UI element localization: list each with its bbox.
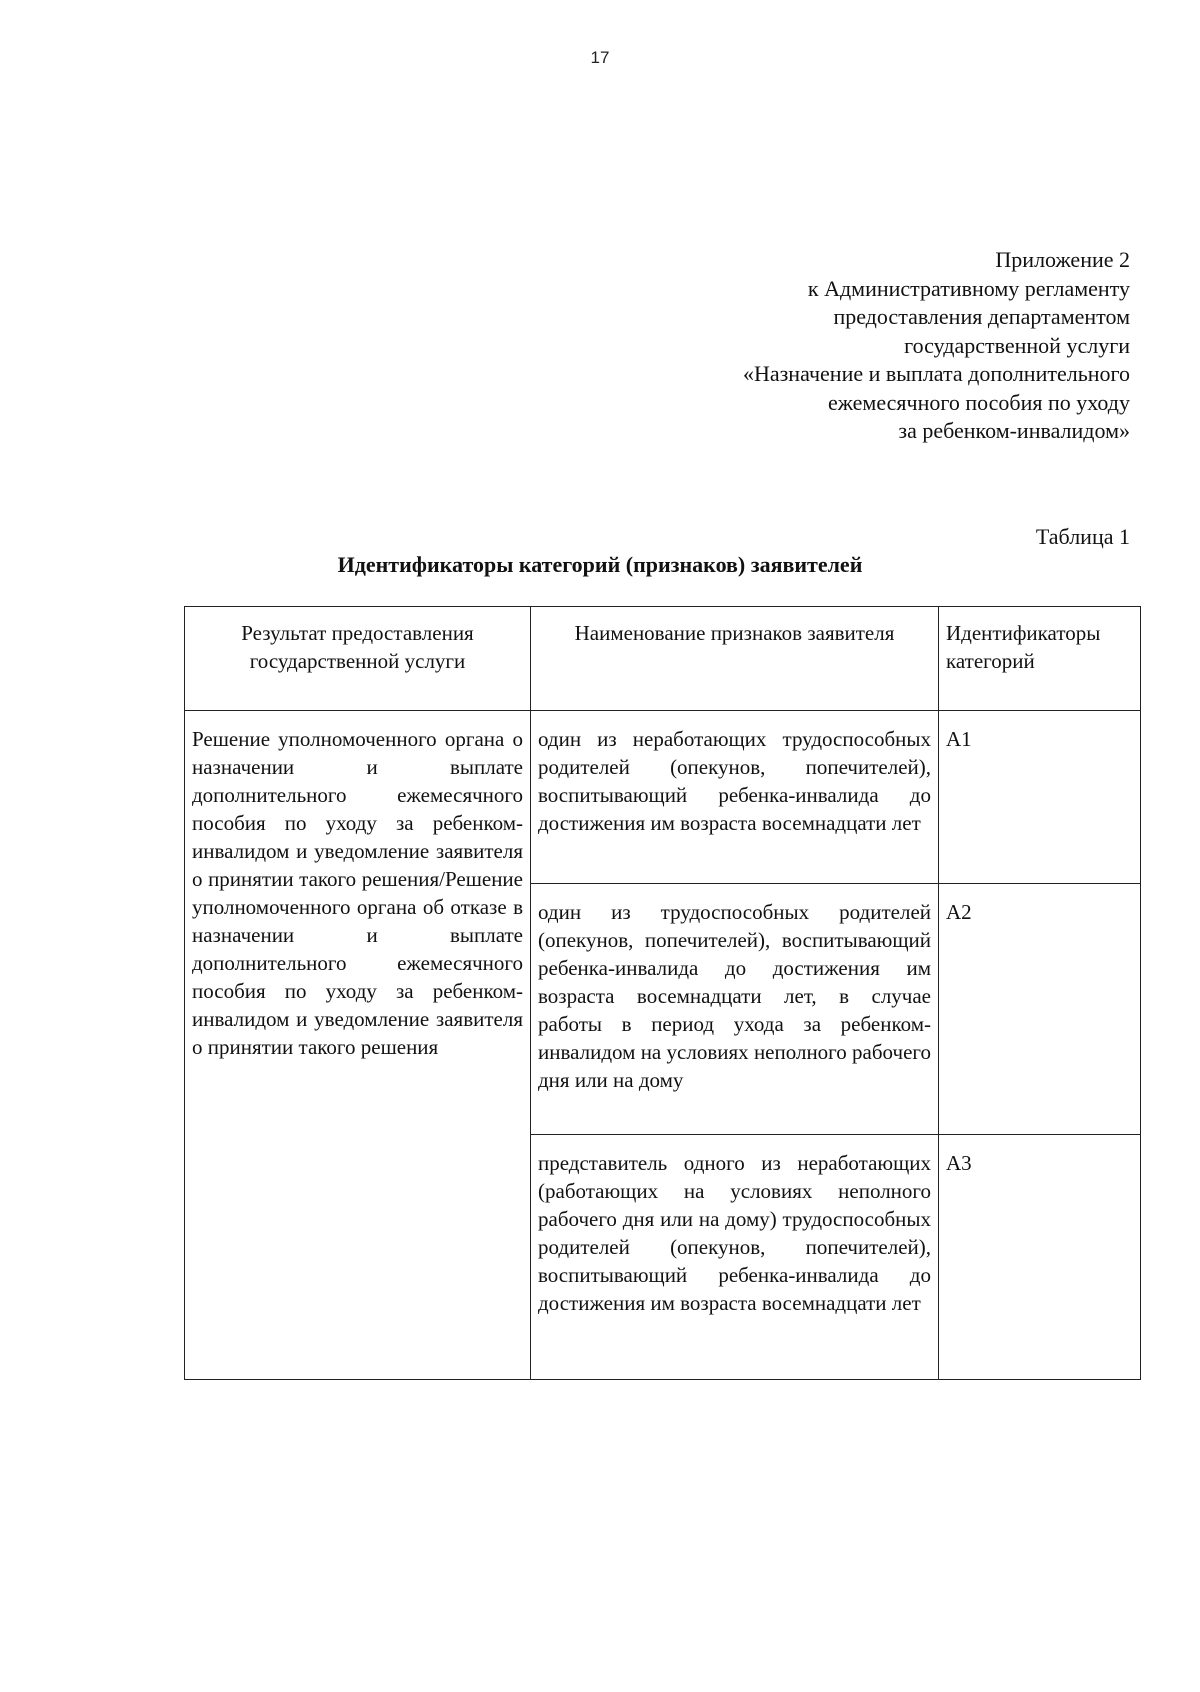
appendix-line: государственной услуги [904,332,1130,358]
page-number: 17 [590,48,610,67]
identifier-cell: А2 [939,884,1141,1135]
appendix-line: предоставления департаментом [833,304,1130,329]
appendix-line: за ребенком-инвалидом» [898,418,1130,443]
identifier-cell: А1 [939,711,1141,884]
appendix-line: «Назначение и выплата дополнительного [742,361,1130,386]
header-sign: Наименование признаков заявителя [531,607,939,711]
table-row [185,711,1141,884]
table-title: Идентификаторы категорий (признаков) заявителей [337,552,863,577]
result-cell: Решение уполномоченного органа о назначении и выплате дополнительного ежемесячного пособия по уходу за ребенком-инвалидом и уведомление заявителя о принятии такого решения/Решение уполномоченного органа об отказе в назначении и выплате дополнительного ежемесячного пособия по уходу за ребенком-инвалидом и уведомление заявителя о принятии такого решения [185,711,531,1380]
sign-cell: один из трудоспособных родителей (опекунов, попечителей), воспитывающий ребенка-инвалида до достижения им возраста восемнадцати лет, в случае работы в период ухода за ребенком-инвалидом на условиях неполного рабочего дня или на дому [531,884,939,1135]
header-result: Результат предоставления государственной услуги [185,607,531,711]
appendix-header [610,246,1130,446]
identifier-cell: А3 [939,1135,1141,1380]
appendix-line: ежемесячного пособия по уходу [827,389,1130,415]
header-identifier: Идентификаторы категорий [939,607,1141,711]
sign-cell: представитель одного из неработающих (работающих на условиях неполного рабочего дня или на дому) трудоспособных родителей (опекунов, попечителей), воспитывающий ребенка-инвалида до достижения им возраста восемнадцати лет [531,1135,939,1380]
categories-table [184,606,1141,1380]
table-header-row [185,607,1141,711]
sign-cell: один из неработающих трудоспособных родителей (опекунов, попечителей), воспитывающий ребенка-инвалида до достижения им возраста восемнадцати лет [531,711,939,884]
table-label: Таблица 1 [1035,524,1130,549]
appendix-line: к Административному регламенту [807,275,1130,301]
appendix-line: Приложение 2 [995,247,1130,272]
